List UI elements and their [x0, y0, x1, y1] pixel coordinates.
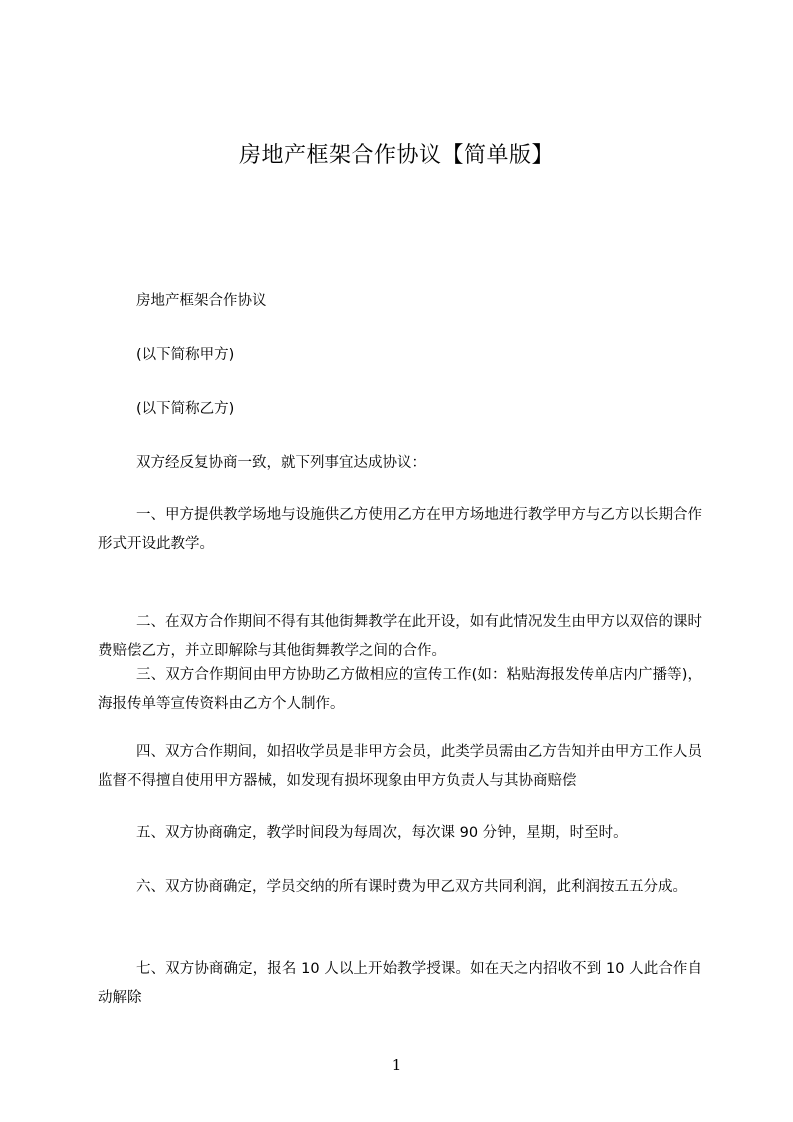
paragraph-intro: 双方经反复协商一致，就下列事宜达成协议：: [136, 455, 426, 471]
document-title: 房地产框架合作协议【简单版】: [238, 143, 554, 168]
page-number: 1: [391, 1056, 402, 1074]
paragraph-clause-6: 六、双方协商确定，学员交纳的所有课时费为甲乙双方共同利润，此利润按五五分成。: [136, 879, 687, 895]
paragraph-party-a: (以下简称甲方): [136, 347, 235, 363]
paragraph-clause-4: 四、双方合作期间，如招收学员是非甲方会员，此类学员需由乙方告知并由甲方工作人员监督不得擅自使用甲方器械，如发现有损坏现象由甲方负责人与其协商赔偿: [98, 744, 702, 789]
paragraph-clause-7: 七、双方协商确定，报名 10 人以上开始教学授课。如在天之内招收不到 10 人此合作自动解除: [98, 961, 702, 1006]
paragraph-heading: 房地产框架合作协议: [136, 293, 267, 309]
paragraph-clause-2: 二、在双方合作期间不得有其他街舞教学在此开设，如有此情况发生由甲方以双倍的课时费赔偿乙方，并立即解除与其他街舞教学之间的合作。: [98, 614, 702, 659]
paragraph-party-b: (以下简称乙方): [136, 401, 235, 417]
paragraph-clause-1: 一、甲方提供教学场地与设施供乙方使用乙方在甲方场地进行教学甲方与乙方以长期合作形式开设此教学。: [98, 507, 702, 552]
paragraph-clause-5: 五、双方协商确定，教学时间段为每周次，每次课 90 分钟，星期，时至时。: [136, 825, 628, 841]
paragraph-clause-3: 三、双方合作期间由甲方协助乙方做相应的宣传工作(如：粘贴海报发传单店内广播等)，海报传单等宣传资料由乙方个人制作。: [98, 667, 702, 712]
